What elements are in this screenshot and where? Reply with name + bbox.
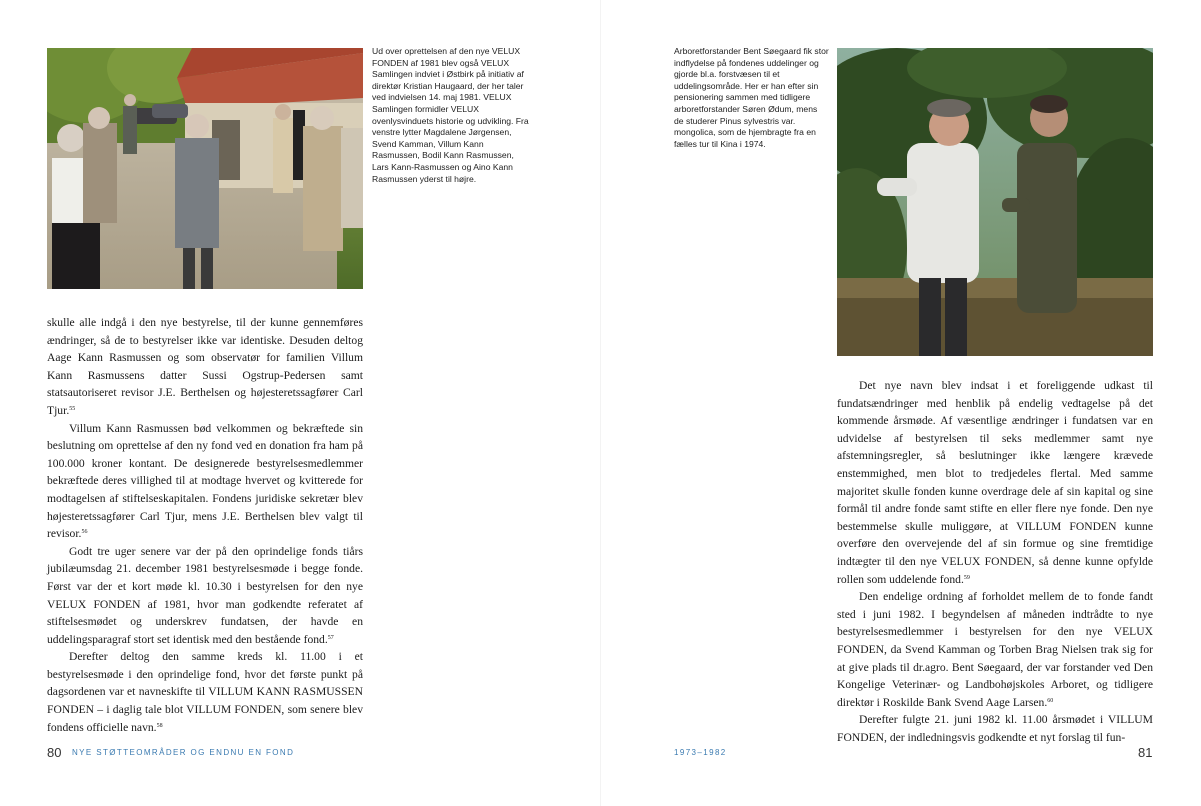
running-head: 1973–1982 (674, 748, 727, 757)
paragraph: skulle alle indgå i den nye bestyrelse, til der kunne gennemføres ændringer, så de to bestyrelser ikke var identiske. Desuden deltog Aage Kann Rasmussen og som observatør for familien Villum Kann Rasmussens datter Sussi Ogstrup-Pedersen samt statsautoriseret revisor J.E. Berthelsen og højesteretssagfører Carl Tjur.$^{55}$ (47, 316, 363, 417)
photo-caption (372, 46, 530, 185)
paragraph: Villum Kann Rasmussen bød velkommen og bekræftede sin beslutning om oprettelse af den ny fond ved en donation fra ham på 100.000 kroner kontant. De designerede bestyrelsesmedlemmer bekræftede deres villighed til at modtage hvervet og kvitterede for modtagelsen af stiftelseskapitalen. Fondens juridiske sekretær blev højesteretssagfører Carl Tjur, mens J.E. Berthelsen blev valgt til revisor.$^{56}$ (47, 421, 363, 541)
paragraph: Godt tre uger senere var der på den oprindelige fonds tiårs jubilæumsdag 21. december 1981 bestyrelsesmøde i begge fonde. Først var der et kort møde kl. 10.30 i bestyrelsen for den nye VELUX FONDEN af 1981, hvor man godkendte referatet af stiftelsesmødet og underskrev fundatsen, der havde en uddelingsparagraf stort set identisk med den bestående fond.$^{57}$ (47, 544, 363, 646)
right-page (601, 0, 1201, 806)
running-head: NYE STØTTEOMRÅDER OG ENDNU EN FOND (72, 748, 295, 757)
footnote-ref[interactable]: 57 (327, 634, 334, 641)
paragraph: Den endelige ordning af forholdet mellem de to fonde fandt sted i juni 1982. I begyndelsen af måneden indtrådte to nye bestyrelsesmedlemmer i bestyrelsen for den nye VELUX FONDEN, da Svend Kamman og Torben Brag Nielsen trak sig for at give plads til dr.agro. Bent Søegaard, der var forstander ved Den Kongelige Veterinær- og Landbohøjskoles Arboret, og tidligere direktør i Roskilde Bank Svend Aage Larsen.$^{60}$ (837, 590, 1153, 709)
forest-portrait-photo-icon (837, 48, 1153, 356)
footnote-ref[interactable]: 56 (81, 529, 88, 536)
caption-text: Ud over oprettelsen af den nye VELUX FONDEN af 1981 blev også VELUX Samlingen indviet i Østbirk på initiativ af direktør Kristian Haugaard, der her taler ved indvielsen 14. maj 1981. VELUX Samlingen formidler VELUX ovenlysvinduets historie og udvikling. Fra venstre lytter Magdalene Jørgensen, Svend Kamman, Villum Kann Rasmussen, Bodil Kann Rasmussen, Lars Kann-Rasmussen og Aino Kann Rasmussen yderst til højre. (372, 46, 529, 184)
body-column (47, 314, 363, 736)
photo-caption (674, 46, 829, 150)
footnote-ref[interactable]: 55 (69, 405, 76, 412)
footnote-ref[interactable]: 58 (156, 722, 163, 729)
left-page (0, 0, 600, 806)
paragraph: Det nye navn blev indsat i et foreliggende udkast til fundatsændringer med henblik på endelig vedtagelse på det kommende årsmøde. Af væsentlige ændringer i fundatsen var en udvidelse af bestyrelsen til seks medlemmer samt nye afstemningsregler, så beslutninger ikke længere krævede enstemmighed, men blot to tredjedeles flertal. Med samme majoritet skulle fonden kunne overdrage dele af sin kapital og sine formål til andre fonde samt stifte en eller flere nye fonde. Den nye bestemmelse skulle muliggøre, at VILLUM FONDEN kunne overføre den overvejende del af sin formue og sine fremtidige indtægter til den nye VELUX FONDEN, så denne kunne opfylde rollen som uddelende fond.$^{59}$ (837, 379, 1153, 586)
forest-portrait-photo (837, 48, 1153, 356)
page-number: 81 (1138, 745, 1153, 760)
ceremony-photo-icon (47, 48, 363, 289)
caption-text: Arboretforstander Bent Søegaard fik stor indflydelse på fondenes uddelinger og gjorde bl.a. forstvæsen til et uddelingsområde. Her er han efter sin pensionering sammen med tidligere arboretforstander Søren Ødum, mens de studerer Pinus sylvestris var. mongolica, som de hjembragte fra en fælles tur til Kina i 1974. (674, 46, 829, 149)
paragraph: Derefter deltog den samme kreds kl. 11.00 i et bestyrelsesmøde i den oprindelige fond, hvor det første punkt på dagsordenen var et navneskifte til VILLUM KANN RASMUSSEN FONDEN – i daglig tale blot VILLUM FONDEN, som senere blev fondens officielle navn.$^{58}$ (47, 650, 363, 734)
page-number: 80 (47, 745, 62, 760)
footnote-ref[interactable]: 59 (963, 574, 970, 581)
footnote-ref[interactable]: 60 (1047, 697, 1054, 704)
body-column (837, 377, 1153, 746)
ceremony-photo (47, 48, 363, 289)
paragraph: Derefter fulgte 21. juni 1982 kl. 11.00 årsmødet i VILLUM FONDEN, der indledningsvis godkendte et nyt forslag til fun- (837, 713, 1153, 744)
